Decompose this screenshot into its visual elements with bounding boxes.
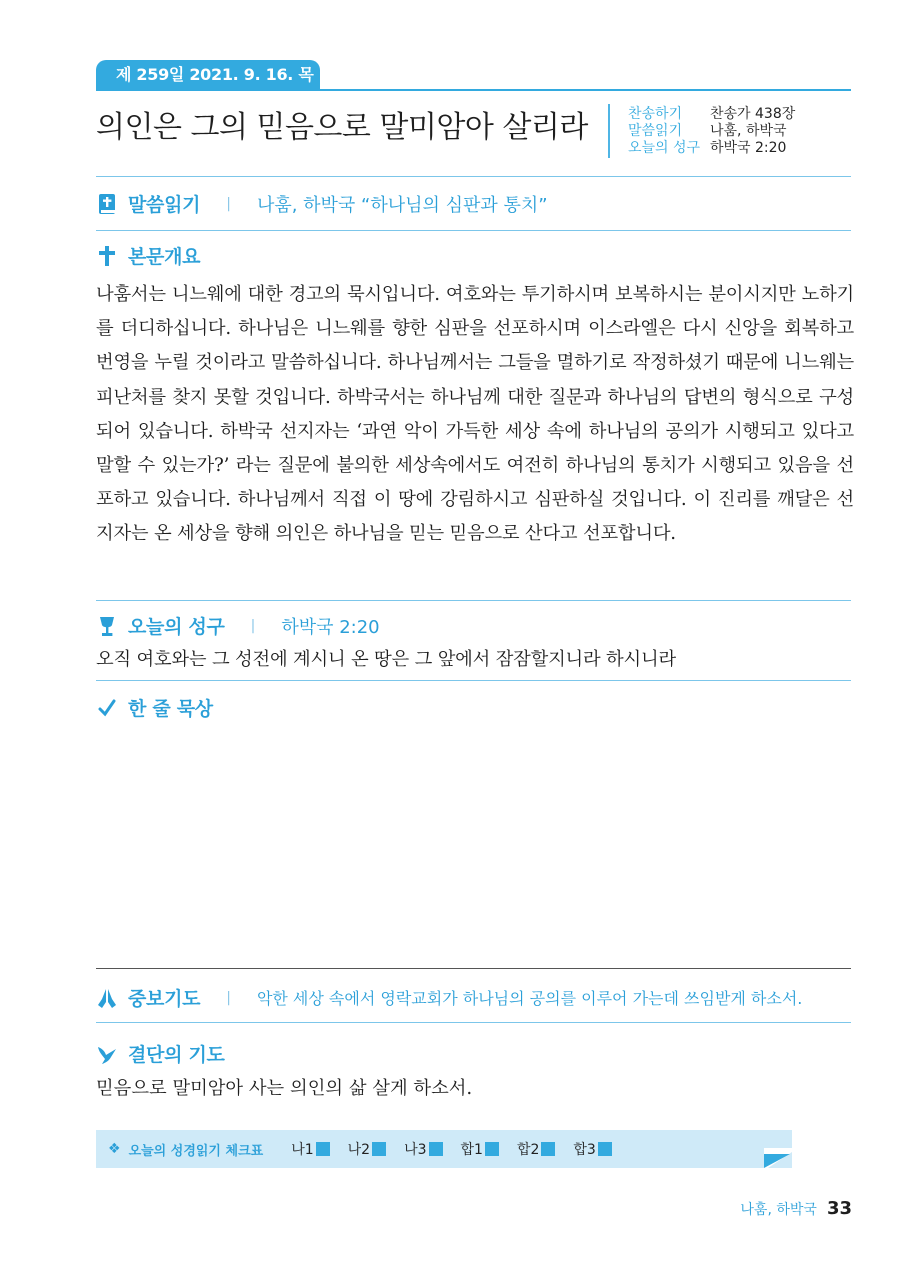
cross-icon	[96, 245, 118, 267]
summary-text: 나훔서는 니느웨에 대한 경고의 묵시입니다. 여호와는 투기하시며 보복하시는 분이시지만 노하기를 더디하십니다. 하나님은 니느웨를 향한 심판을 선포하시며 이스라엘은 다시 신앙을 회복하고 번영을 누릴 것이라고 말씀하십니다. 하나님께서는 그들을 멸하기로 작정하셨기 때문에 니느웨는 피난처를 찾지 못할 것입니다. 하박국서는 하나님께 대한 질문과 하나님의 답변의 형식으로 구성되어 있습니다. 하박국 선지자는 ‘과연 악이 가득한 세상 속에 하나님의 공의가 시행되고 있다고 말할 수 있는가?’ 라는 질문에 불의한 세상속에서도 여전히 하나님의 통치가 시행되고 있음을 선포하고 있습니다. 하나님께서 직접 이 땅에 강림하시고 심판하실 것입니다. 이 진리를 깨달은 선지자는 온 세상을 향해 의인은 하나님을 믿는 믿음으로 산다고 선포합니다.	[96, 284, 854, 545]
resolution-text: 믿음으로 말미암아 사는 의인의 삶 살게 하소서.	[96, 1078, 473, 1099]
verse-header	[96, 612, 380, 639]
verse-reference: 하박국 2:20	[281, 616, 380, 638]
checklist-item-label: 나2	[347, 1142, 371, 1158]
intercession-title: 중보기도	[128, 988, 201, 1010]
meta-value: 나훔, 하박국	[710, 123, 787, 139]
checkbox[interactable]	[429, 1142, 443, 1156]
meta-verse	[628, 140, 795, 157]
checklist-item-label: 나1	[291, 1142, 314, 1158]
meta-value: 찬송가 438장	[710, 106, 796, 122]
checklist-item[interactable]	[517, 1139, 555, 1159]
summary-header	[96, 242, 200, 269]
checklist-item[interactable]	[291, 1139, 329, 1159]
checklist-item-label: 합1	[460, 1142, 483, 1158]
checkbox[interactable]	[541, 1142, 555, 1156]
title-divider	[608, 104, 610, 158]
verse-title: 오늘의 성구	[128, 616, 225, 638]
intercession-header	[96, 984, 802, 1011]
page-title: 의인은 그의 믿음으로 말미암아 살리라	[96, 110, 588, 145]
intercession-text: 악한 세상 속에서 영락교회가 하나님의 공의를 이루어 가는데 쓰임받게 하소서.	[256, 989, 803, 1008]
checklist-item-label: 합3	[573, 1142, 596, 1158]
footer-book: 나훔, 하박국	[740, 1202, 817, 1218]
diamond-icon: ❖	[108, 1141, 121, 1157]
meditation-header	[96, 694, 213, 721]
header-rule	[96, 89, 851, 91]
checkmark-icon	[96, 697, 118, 719]
praying-hands-icon	[96, 987, 118, 1009]
resolution-title: 결단의 기도	[128, 1044, 225, 1066]
meditation-title: 한 줄 묵상	[128, 698, 213, 720]
checklist-label	[108, 1140, 263, 1159]
meta-value: 하박국 2:20	[710, 140, 787, 156]
meta-label: 말씀읽기	[628, 123, 683, 139]
section-rule	[96, 600, 851, 601]
separator-bar: |	[250, 617, 256, 634]
bible-icon	[96, 193, 118, 215]
meta-label: 오늘의 성구	[628, 140, 701, 156]
reading-subtitle: 나훔, 하박국 “하나님의 심판과 통치”	[256, 194, 548, 216]
header-meta	[628, 106, 795, 157]
separator-bar: |	[226, 989, 231, 1006]
page-fold-icon	[764, 1148, 792, 1168]
checkbox[interactable]	[372, 1142, 386, 1156]
section-rule	[96, 230, 851, 231]
section-rule	[96, 176, 851, 177]
dove-icon	[96, 1043, 118, 1065]
reading-checklist	[96, 1130, 792, 1168]
day-date-tab: 제 259일 2021. 9. 16. 목	[96, 60, 320, 90]
reading-title: 말씀읽기	[128, 194, 201, 216]
chalice-icon	[96, 615, 118, 637]
resolution-header	[96, 1040, 225, 1067]
checklist-item[interactable]	[573, 1139, 611, 1159]
checkbox[interactable]	[485, 1142, 499, 1156]
meta-hymn	[628, 106, 795, 123]
separator-bar: |	[226, 195, 231, 212]
checklist-label-text: 오늘의 성경읽기 체크표	[128, 1143, 264, 1159]
meta-reading	[628, 123, 795, 140]
section-rule	[96, 680, 851, 681]
summary-title: 본문개요	[128, 246, 201, 268]
page-number: 33	[826, 1198, 852, 1219]
checklist-item[interactable]	[348, 1139, 386, 1159]
reading-header	[96, 190, 548, 217]
checklist-item-label: 나3	[404, 1142, 427, 1158]
page-footer	[740, 1198, 852, 1219]
checklist-item[interactable]	[461, 1139, 499, 1159]
section-rule	[96, 1022, 851, 1023]
meta-label: 찬송하기	[628, 106, 683, 122]
checklist-item-label: 합2	[516, 1142, 540, 1158]
section-rule	[96, 968, 851, 969]
checklist-item[interactable]	[404, 1139, 442, 1159]
checkbox[interactable]	[316, 1142, 330, 1156]
checkbox[interactable]	[598, 1142, 612, 1156]
verse-text: 오직 여호와는 그 성전에 계시니 온 땅은 그 앞에서 잠잠할지니라 하시니라	[96, 649, 676, 670]
